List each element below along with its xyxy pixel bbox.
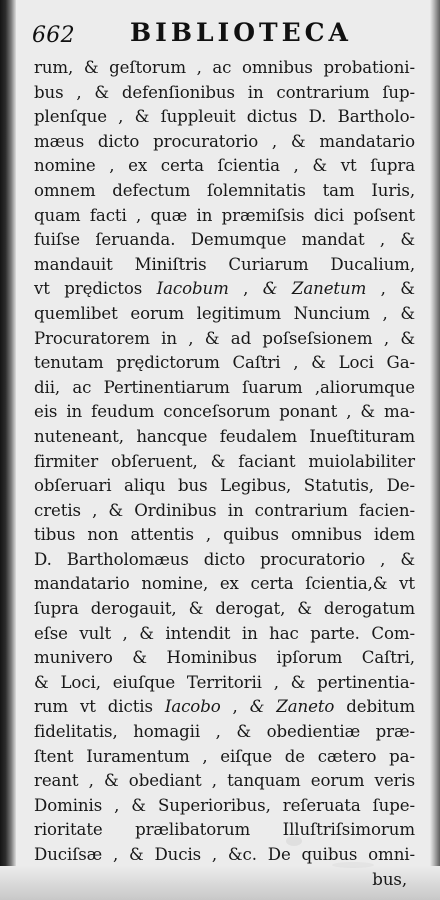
- text-line: fuiſse ſeruanda. Demumque mandat , &: [34, 230, 415, 250]
- text-line: plenſque , & ſuppleuit dictus D. Bartholo-: [34, 107, 415, 127]
- text-line-with-names: [34, 695, 415, 720]
- text-line: Procuratorem in , & ad poſseſsionem , &: [34, 328, 415, 348]
- text-line: eis in feudum conceſsorum ponant , & ma-: [34, 402, 415, 422]
- text-fragment: rum vt dictis: [34, 697, 165, 717]
- italic-name: & Zanetum: [262, 279, 367, 299]
- catchword: bus,: [372, 869, 407, 889]
- text-line: D. Bartholomæus dicto procuratorio , &: [34, 549, 415, 569]
- text-line: Dominis , & Superioribus, reſeruata ſupe-: [34, 795, 415, 815]
- italic-name: Iacobo: [164, 697, 221, 717]
- text-line: reant , & obediant , tanquam eorum veris: [34, 771, 415, 791]
- text-line: tibus non attentis , quibus omnibus idem: [34, 525, 415, 545]
- text-fragment: ,: [228, 279, 263, 299]
- running-head: BIBLIOTECA: [130, 18, 352, 47]
- text-line: munivero & Hominibus ipſorum Caſtri,: [34, 648, 415, 668]
- text-line-with-names: [34, 277, 415, 302]
- left-binding-shadow: [0, 0, 16, 900]
- text-line: quam facti , quæ in præmiſsis dici poſsent: [34, 205, 415, 225]
- text-line: mandatario nomine, ex certa ſcientia,& vt: [34, 574, 415, 594]
- right-page-edge: [430, 0, 440, 900]
- italic-name: Iacobum: [156, 279, 229, 299]
- text-line: omnem defectum ſolemnitatis tam Iuris,: [34, 180, 415, 200]
- text-line: Duciſsæ , & Ducis , &c. De quibus omni-: [34, 845, 415, 864]
- page-number: 662: [32, 23, 75, 48]
- body-text: [34, 56, 415, 892]
- italic-name: & Zaneto: [249, 697, 335, 717]
- text-line: quemlibet eorum legitimum Nuncium , &: [34, 303, 415, 323]
- text-line: rum, & geſtorum , ac omnibus probationi-: [34, 58, 415, 77]
- text-line: & Loci, eiuſque Territorii , & pertinentia-: [34, 672, 415, 692]
- text-fragment: ,: [220, 697, 250, 717]
- text-fragment: vt prędictos: [34, 279, 157, 299]
- text-line: mandauit Miniſtris Curiarum Ducalium,: [34, 254, 415, 274]
- text-line: rioritate prælibatorum Illuſtriſsimorum: [34, 820, 415, 840]
- text-line: bus , & defenſionibus in contrarium ſup-: [34, 82, 415, 102]
- text-fragment: debitum: [334, 697, 416, 717]
- text-line: eſse vult , & intendit in hac parte. Com-: [34, 623, 415, 643]
- text-line: firmiter obſeruent, & faciant muiolabiliter: [34, 451, 415, 471]
- text-line: obſeruari aliqu bus Legibus, Statutis, De-: [34, 476, 415, 496]
- text-line: fidelitatis, homagii , & obedientiæ præ-: [34, 722, 415, 742]
- text-line: dii, ac Pertinentiarum ſuarum ,aliorumque: [34, 377, 415, 397]
- text-line: nomine , ex certa ſcientia , & vt ſupra: [34, 156, 415, 176]
- text-line: cretis , & Ordinibus in contrarium facien-: [34, 500, 415, 520]
- text-line: nuteneant, hancque feudalem Inueſtituram: [34, 426, 415, 446]
- text-line: mæus dicto procuratorio , & mandatario: [34, 131, 415, 151]
- text-line: ſtent Iuramentum , eiſque de cætero pa-: [34, 746, 415, 766]
- text-line: ſupra derogauit, & derogat, & derogatum: [34, 599, 415, 619]
- text-fragment: , &: [366, 279, 415, 299]
- page-header: [32, 16, 427, 52]
- text-line: tenutam prędictorum Caſtri , & Loci Ga-: [34, 353, 415, 373]
